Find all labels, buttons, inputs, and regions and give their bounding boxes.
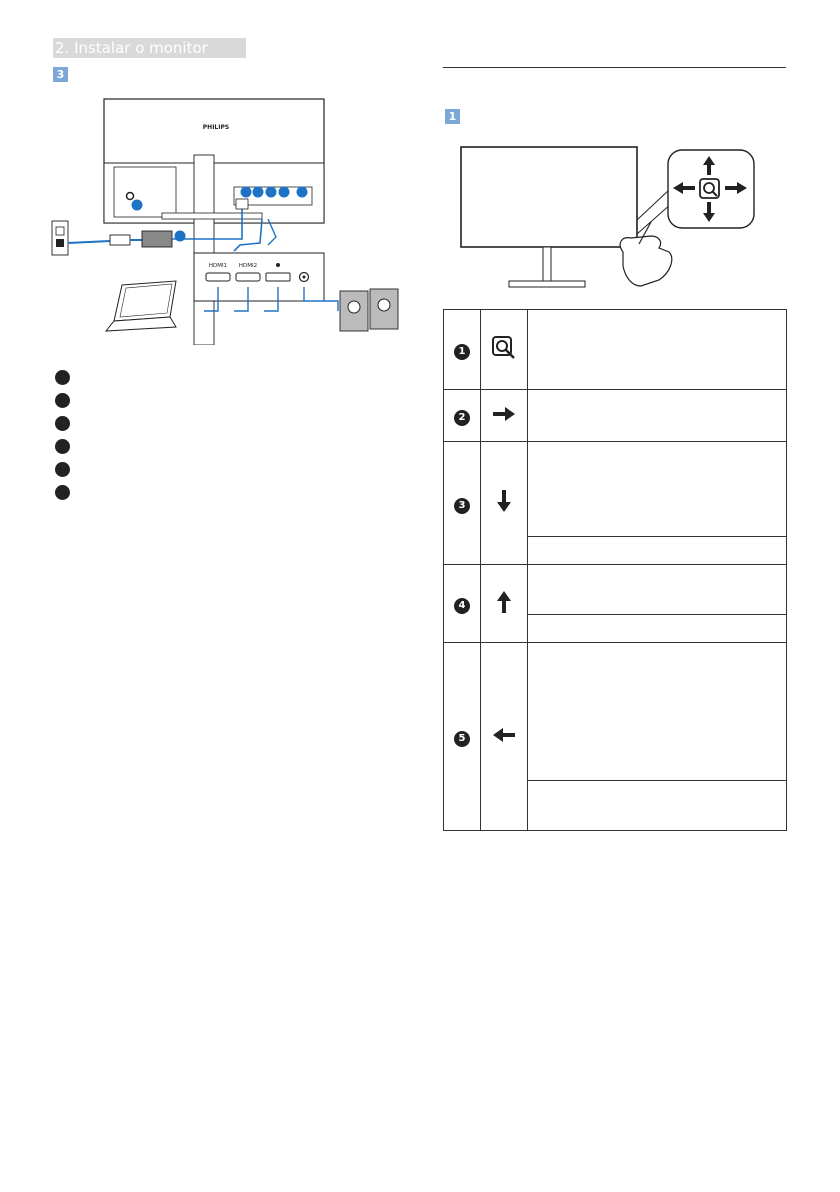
row-description: [528, 442, 787, 537]
connection-diagram: [50, 95, 410, 345]
row-number: 3: [454, 498, 470, 514]
arrow-left-icon: [491, 727, 517, 743]
table-row: [444, 310, 787, 390]
legend-dot-5: [55, 462, 70, 477]
wall-outlet-icon: [52, 221, 68, 255]
laptop-icon: [106, 281, 176, 331]
legend-dot-3: [55, 416, 70, 431]
legend-dot-6: [55, 485, 70, 500]
table-row: [444, 442, 787, 537]
callout-4: [266, 187, 277, 198]
section-rule: [443, 67, 786, 68]
joystick-icon: [700, 179, 719, 198]
legend-dot-1: [55, 370, 70, 385]
table-row: [444, 565, 787, 615]
controls-table: [443, 309, 787, 831]
row-description: [528, 310, 787, 390]
power-adapter-icon: [142, 231, 172, 247]
callout-power: [175, 231, 186, 242]
row-description: [528, 565, 787, 615]
callout-5: [279, 187, 290, 198]
brand-label: PHILIPS: [202, 124, 230, 131]
joystick-press-icon: [491, 335, 517, 361]
row-description-sub: [528, 781, 787, 831]
row-number: 4: [454, 598, 470, 614]
speakers-icon: [340, 289, 398, 331]
row-description-sub: [528, 615, 787, 643]
row-number: 5: [454, 731, 470, 747]
row-description: [528, 643, 787, 781]
section-title: 2. Instalar o monitor: [53, 38, 246, 58]
table-row: [444, 390, 787, 442]
callout-3: [253, 187, 264, 198]
arrow-down-icon: [496, 488, 512, 514]
row-description: [528, 390, 787, 442]
arrow-right-icon: [491, 406, 517, 422]
row-number: 2: [454, 410, 470, 426]
monitor-front: [461, 147, 637, 247]
arrow-up-icon: [496, 589, 512, 615]
callout-2: [241, 187, 252, 198]
callout-1: [132, 200, 143, 211]
row-number: 1: [454, 344, 470, 360]
legend-dot-2: [55, 393, 70, 408]
port-label-hdmi1: HDMI1: [208, 263, 228, 269]
joystick-diagram: [455, 140, 775, 295]
step-badge-1: 1: [445, 109, 460, 124]
row-description-sub: [528, 537, 787, 565]
legend-dot-4: [55, 439, 70, 454]
callout-6: [297, 187, 308, 198]
table-row: [444, 643, 787, 781]
port-label-hdmi2: HDMI2: [238, 263, 258, 269]
step-badge-3: 3: [53, 67, 68, 82]
